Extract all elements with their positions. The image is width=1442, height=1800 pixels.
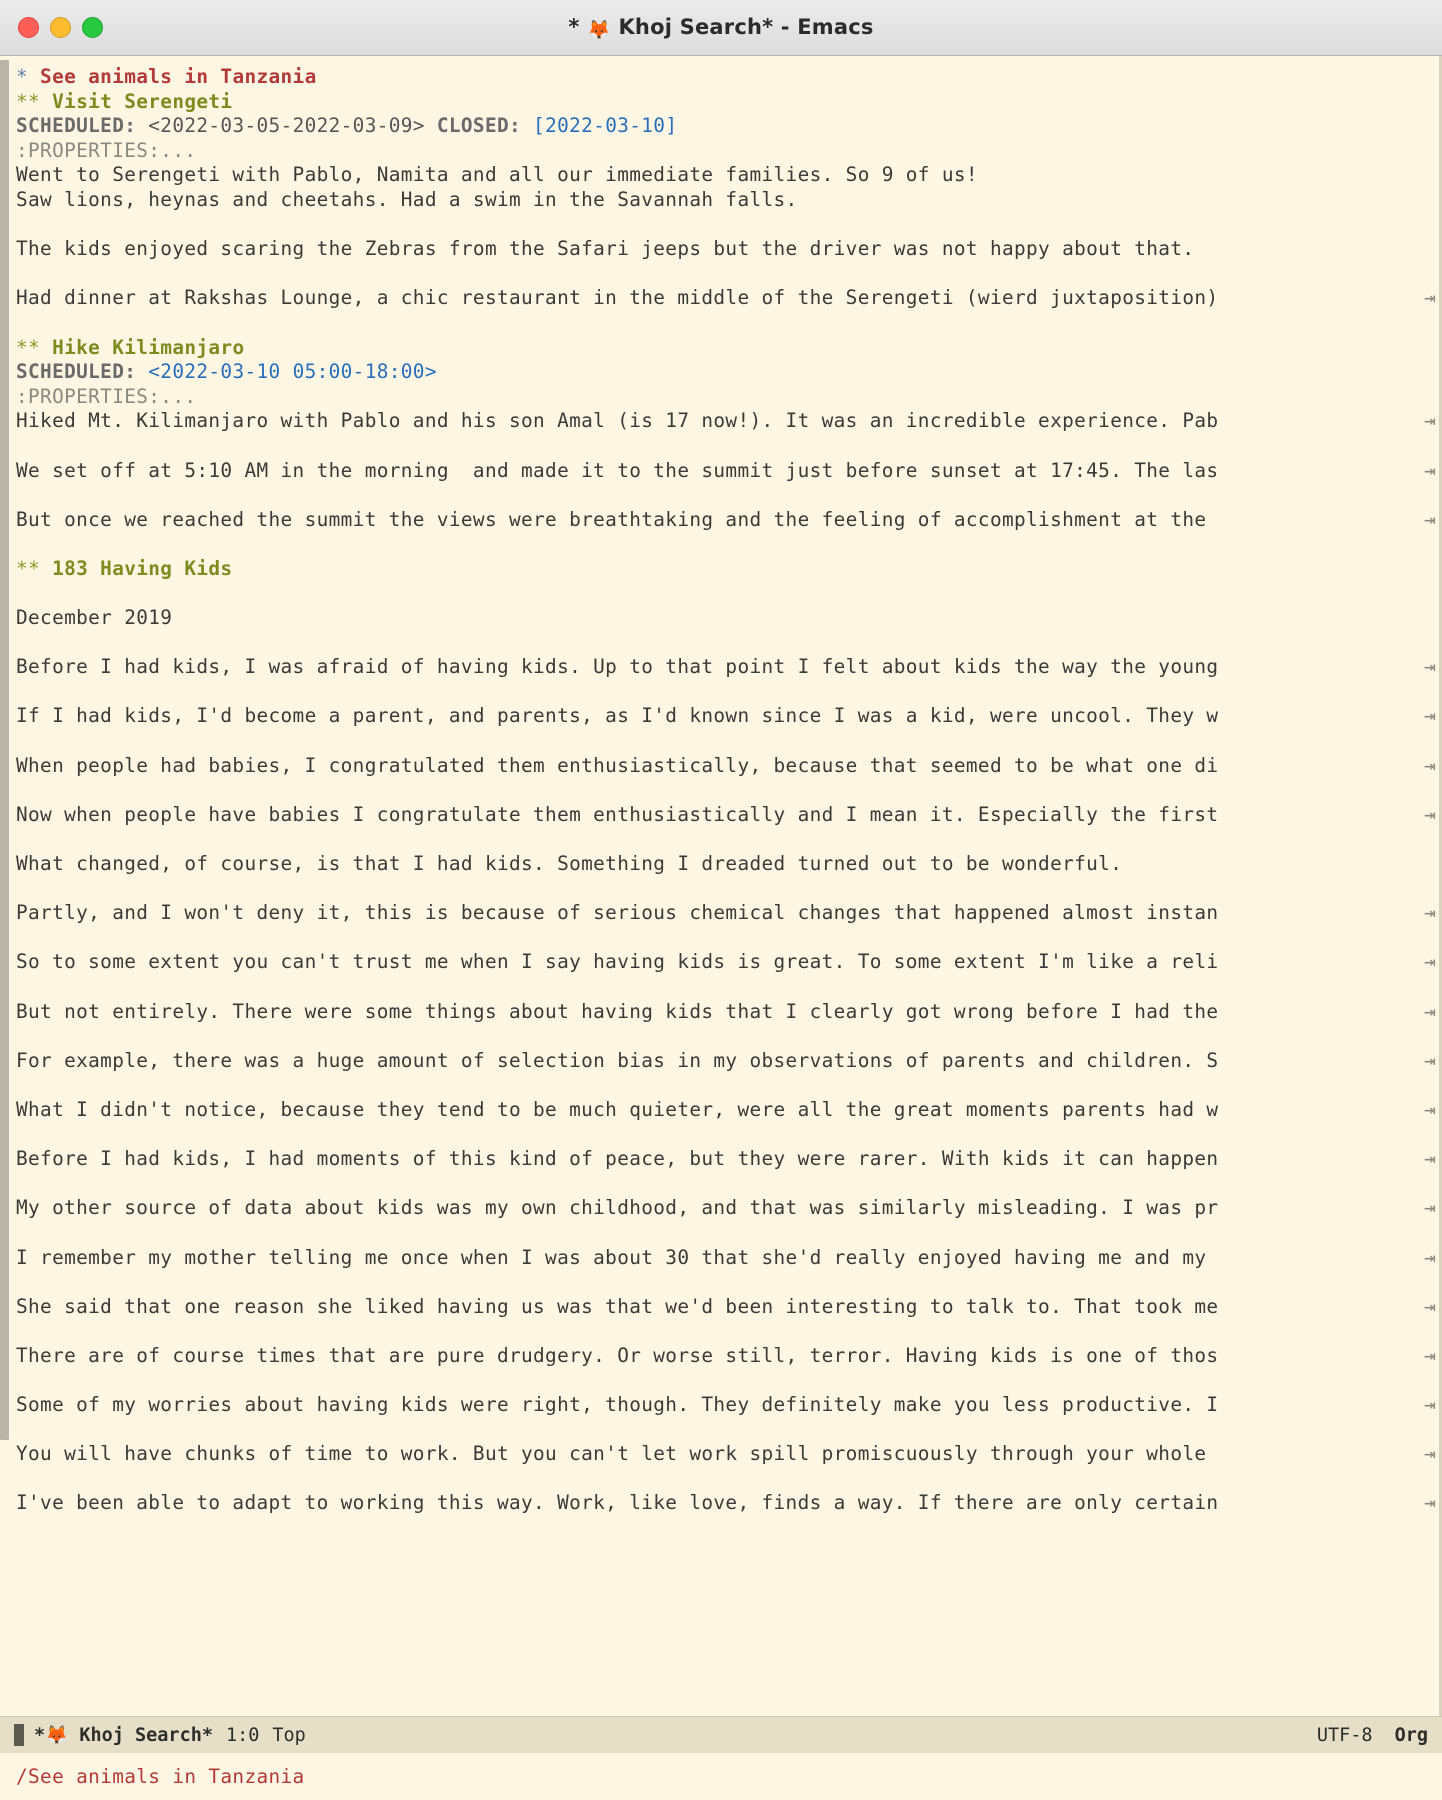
buffer-blank-line bbox=[0, 1319, 1442, 1344]
buffer-text-line: Hiked Mt. Kilimanjaro with Pablo and his son Amal (is 17 now!). It was an incredible experience. Pab ⇥ bbox=[16, 409, 1436, 433]
buffer-text-line: I remember my mother telling me once when I was about 30 that she'd really enjoyed having me and my ⇥ bbox=[16, 1245, 1436, 1269]
buffer-text-line: There are of course times that are pure drudgery. Or worse still, terror. Having kids is one of thos ⇥ bbox=[16, 1343, 1436, 1367]
buffer-blank-line bbox=[0, 778, 1442, 803]
zoom-window-button[interactable] bbox=[82, 17, 103, 38]
buffer-blank-line bbox=[0, 1123, 1442, 1148]
buffer-blank-line bbox=[0, 1270, 1442, 1295]
org-heading-level-2: ** 183 Having Kids bbox=[16, 556, 233, 580]
echo-area-minibuffer[interactable]: /See animals in Tanzania bbox=[0, 1753, 1442, 1800]
line-continuation-icon: ⇥ bbox=[1423, 409, 1436, 433]
line-continuation-icon: ⇥ bbox=[1423, 1442, 1436, 1466]
buffer-text-line: But not entirely. There were some things about having kids that I clearly got wrong before I had the ⇥ bbox=[16, 999, 1436, 1023]
line-continuation-icon: ⇥ bbox=[1423, 1097, 1436, 1121]
org-heading-level-2: ** Hike Kilimanjaro bbox=[16, 335, 245, 359]
org-properties-drawer: :PROPERTIES:... bbox=[16, 138, 197, 162]
buffer-text-line: You will have chunks of time to work. But you can't let work spill promiscuously through your whole ⇥ bbox=[16, 1442, 1436, 1466]
buffer-blank-line bbox=[0, 262, 1442, 287]
buffer-blank-line bbox=[0, 532, 1442, 557]
buffer-text-line: She said that one reason she liked having us was that we'd been interesting to talk to. That took me ⇥ bbox=[16, 1294, 1436, 1318]
mode-line-coding-system: UTF-8 bbox=[1316, 1724, 1373, 1746]
buffer-text-line: If I had kids, I'd become a parent, and parents, as I'd known since I was a kid, were uncool. They w ⇥ bbox=[16, 704, 1436, 728]
buffer-text-line: But once we reached the summit the views were breathtaking and the feeling of accomplishment at the ⇥ bbox=[16, 507, 1436, 531]
buffer-blank-line bbox=[0, 1073, 1442, 1098]
line-continuation-icon: ⇥ bbox=[1423, 1245, 1436, 1269]
buffer-text-line: Saw lions, heynas and cheetahs. Had a swim in the Savannah falls. bbox=[16, 187, 798, 211]
line-continuation-icon: ⇥ bbox=[1423, 1048, 1436, 1072]
line-continuation-icon: ⇥ bbox=[1423, 1294, 1436, 1318]
buffer-blank-line bbox=[0, 1024, 1442, 1049]
buffer-blank-line bbox=[0, 926, 1442, 951]
org-heading-level-1: * See animals in Tanzania bbox=[16, 65, 317, 88]
line-continuation-icon: ⇥ bbox=[1423, 901, 1436, 925]
buffer-text-line: What changed, of course, is that I had kids. Something I dreaded turned out to be wonderful. bbox=[16, 852, 1123, 875]
buffer-blank-line bbox=[0, 1221, 1442, 1246]
buffer-blank-line bbox=[0, 1172, 1442, 1197]
buffer-blank-line bbox=[0, 1368, 1442, 1393]
org-properties-drawer: :PROPERTIES:... bbox=[16, 384, 197, 408]
buffer-text-line: Now when people have babies I congratulate them enthusiastically and I mean it. Especially the first ⇥ bbox=[16, 802, 1436, 826]
line-continuation-icon: ⇥ bbox=[1423, 802, 1436, 826]
line-continuation-icon: ⇥ bbox=[1423, 286, 1436, 310]
window-title bbox=[0, 15, 1442, 41]
mode-line-right bbox=[1317, 1725, 1428, 1746]
window-titlebar bbox=[0, 0, 1442, 56]
mode-line-left bbox=[34, 1724, 306, 1746]
buffer-blank-line bbox=[0, 581, 1442, 606]
org-heading-level-2: ** Visit Serengeti bbox=[16, 89, 233, 113]
line-continuation-icon: ⇥ bbox=[1423, 950, 1436, 974]
mode-line-major-mode[interactable]: Org bbox=[1394, 1724, 1428, 1746]
buffer-text-line: Before I had kids, I was afraid of having kids. Up to that point I felt about kids the way the young ⇥ bbox=[16, 655, 1436, 679]
mode-line-indicator bbox=[14, 1724, 24, 1746]
buffer-text-line: The kids enjoyed scaring the Zebras from the Safari jeeps but the driver was not happy about that. bbox=[16, 237, 1195, 261]
buffer-text-line: Went to Serengeti with Pablo, Namita and all our immediate families. So 9 of us! bbox=[16, 163, 978, 187]
buffer-blank-line bbox=[0, 729, 1442, 754]
buffer-blank-line bbox=[0, 1467, 1442, 1492]
org-scheduled-closed-line: SCHEDULED: <2022-03-05-2022-03-09> CLOSED: [2022-03-10] bbox=[16, 114, 678, 138]
close-window-button[interactable] bbox=[18, 17, 39, 38]
line-continuation-icon: ⇥ bbox=[1423, 1343, 1436, 1367]
line-continuation-icon: ⇥ bbox=[1423, 1393, 1436, 1417]
buffer-text-line: We set off at 5:10 AM in the morning and made it to the summit just before sunset at 17:45. The las ⇥ bbox=[16, 458, 1436, 482]
buffer-blank-line bbox=[0, 1418, 1442, 1443]
buffer-blank-line bbox=[0, 213, 1442, 238]
buffer-line-list bbox=[0, 65, 1442, 1516]
mode-line bbox=[0, 1716, 1442, 1753]
line-continuation-icon: ⇥ bbox=[1423, 1147, 1436, 1171]
line-continuation-icon: ⇥ bbox=[1423, 999, 1436, 1023]
mode-line-buffer-name[interactable]: *🦊 Khoj Search* bbox=[34, 1725, 213, 1746]
line-continuation-icon: ⇥ bbox=[1423, 655, 1436, 679]
line-continuation-icon: ⇥ bbox=[1423, 507, 1436, 531]
buffer-text-line: My other source of data about kids was my own childhood, and that was similarly misleading. I was pr ⇥ bbox=[16, 1196, 1436, 1220]
mode-line-scroll-state: Top bbox=[272, 1724, 306, 1746]
buffer-text-line: Some of my worries about having kids were right, though. They definitely make you less productive. I ⇥ bbox=[16, 1393, 1436, 1417]
buffer-text-line: Partly, and I won't deny it, this is because of serious chemical changes that happened almost instan ⇥ bbox=[16, 901, 1436, 925]
window-title-prefix: * bbox=[568, 14, 588, 39]
line-continuation-icon: ⇥ bbox=[1423, 704, 1436, 728]
buffer-text-line: When people had babies, I congratulated them enthusiastically, because that seemed to be what one di ⇥ bbox=[16, 753, 1436, 777]
buffer-blank-line bbox=[0, 827, 1442, 852]
buffer-blank-line bbox=[0, 680, 1442, 705]
line-continuation-icon: ⇥ bbox=[1423, 753, 1436, 777]
buffer-blank-line bbox=[0, 975, 1442, 1000]
buffer-text-line: So to some extent you can't trust me when I say having kids is great. To some extent I'm like a reli ⇥ bbox=[16, 950, 1436, 974]
buffer-blank-line bbox=[0, 877, 1442, 902]
buffer-text-line: What I didn't notice, because they tend to be much quieter, were all the great moments parents had w ⇥ bbox=[16, 1097, 1436, 1121]
buffer-text-line: For example, there was a huge amount of selection bias in my observations of parents and children. S ⇥ bbox=[16, 1048, 1436, 1072]
buffer-text-line: Before I had kids, I had moments of this kind of peace, but they were rarer. With kids it can happen ⇥ bbox=[16, 1147, 1436, 1171]
buffer-text-line: Had dinner at Rakshas Lounge, a chic restaurant in the middle of the Serengeti (wierd juxtaposition) ⇥ bbox=[16, 286, 1436, 310]
org-buffer-text-area[interactable] bbox=[0, 56, 1442, 1716]
khoj-logo-icon: 🦊 bbox=[587, 18, 611, 41]
buffer-text-line: December 2019 bbox=[16, 606, 173, 630]
buffer-blank-line bbox=[0, 434, 1442, 459]
line-continuation-icon: ⇥ bbox=[1423, 458, 1436, 482]
minimize-window-button[interactable] bbox=[50, 17, 71, 38]
traffic-light-group bbox=[0, 17, 103, 38]
buffer-blank-line bbox=[0, 483, 1442, 508]
window-title-suffix: Khoj Search* - Emacs bbox=[610, 14, 874, 39]
buffer-blank-line bbox=[0, 311, 1442, 336]
org-scheduled-line: SCHEDULED: <2022-03-10 05:00-18:00> bbox=[16, 360, 437, 384]
line-continuation-icon: ⇥ bbox=[1423, 1196, 1436, 1220]
buffer-text-line: I've been able to adapt to working this way. Work, like love, finds a way. If there are only certain ⇥ bbox=[16, 1491, 1436, 1515]
line-continuation-icon: ⇥ bbox=[1423, 1491, 1436, 1515]
buffer-blank-line bbox=[0, 631, 1442, 656]
mode-line-position: 1:0 bbox=[225, 1724, 260, 1746]
